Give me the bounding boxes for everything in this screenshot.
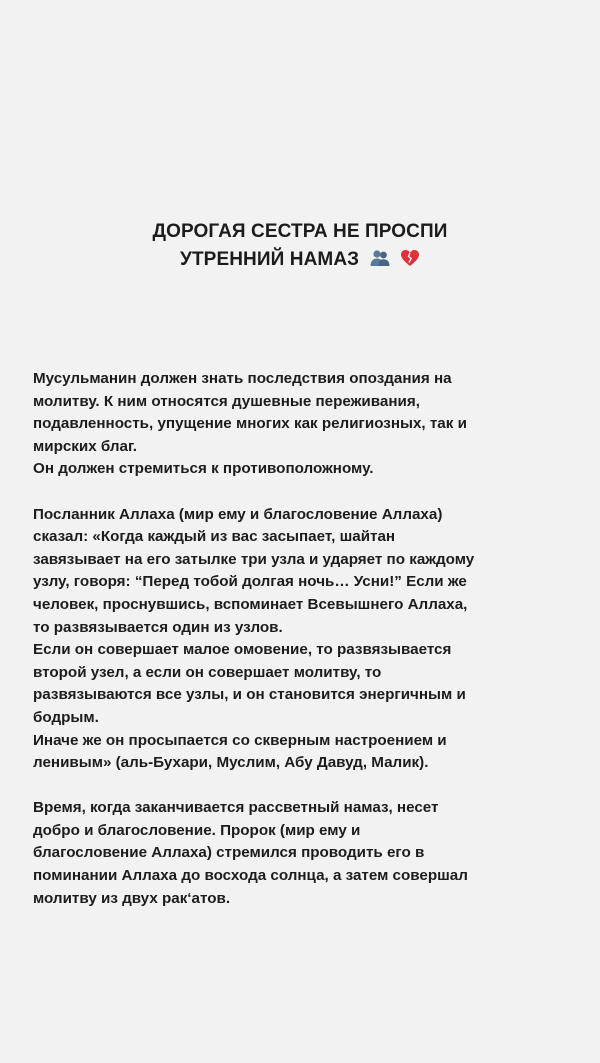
title-line-2-text: УТРЕННИЙ НАМАЗ: [180, 249, 360, 270]
text-line: сказал: «Когда каждый из вас засыпает, шайтан: [33, 528, 396, 546]
text-line: молитву из двух рак‘атов.: [33, 889, 231, 907]
title-line-1: ДОРОГАЯ СЕСТРА НЕ ПРОСПИ: [152, 221, 448, 242]
text-line: поминании Аллаха до восхода солнца, а затем совершал: [33, 867, 468, 885]
text-line: второй узел, а если он совершает молитву, то: [33, 663, 382, 681]
text-line: Посланник Аллаха (мир ему и благословение Аллаха): [33, 505, 443, 523]
paragraph-2: [33, 504, 573, 775]
story-body: [33, 368, 573, 933]
text-line: бодрым.: [33, 708, 99, 726]
text-line: Иначе же он просыпается со скверным настроением и: [33, 731, 447, 749]
story-title: [0, 218, 600, 276]
text-line: ленивым» (аль-Бухари, Муслим, Абу Давуд, Малик).: [33, 754, 429, 772]
paragraph-3: [33, 797, 573, 910]
text-line: развязываются все узлы, и он становится энергичным и: [33, 686, 466, 704]
text-line: завязывает на его затылке три узла и ударяет по каждому: [33, 550, 475, 568]
text-line: Если он совершает малое омовение, то развязывается: [33, 641, 452, 659]
text-line: молитву. К ним относятся душевные переживания,: [33, 392, 420, 410]
text-line: Время, когда заканчивается рассветный намаз, несет: [33, 799, 439, 817]
title-line-2: [0, 246, 600, 276]
text-line: добро и благословение. Пророк (мир ему и: [33, 821, 361, 839]
text-line: подавленность, упущение многих как религиозных, так и: [33, 415, 467, 433]
text-line: Он должен стремиться к противоположному.: [33, 460, 374, 478]
text-line: то развязывается один из узлов.: [33, 618, 283, 636]
text-line: мирских благ.: [33, 437, 138, 455]
text-line: Мусульманин должен знать последствия опоздания на: [33, 370, 452, 387]
text-line: человек, проснувшись, вспоминает Всевышнего Аллаха,: [33, 595, 468, 613]
busts-in-silhouette-icon: [369, 248, 391, 276]
text-line: благословение Аллаха) стремился проводить его в: [33, 844, 425, 862]
paragraph-1: [33, 368, 573, 481]
broken-heart-icon: [400, 248, 420, 276]
text-line: узлу, говоря: “Перед тобой долгая ночь… Усни!” Если же: [33, 573, 467, 591]
